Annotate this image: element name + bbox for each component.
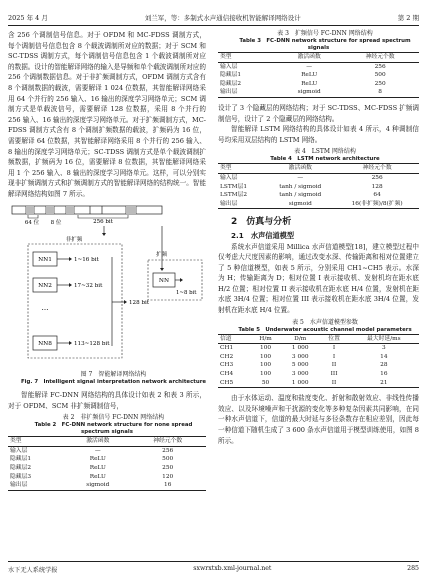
table-cell: 21 xyxy=(349,379,419,388)
table2-caption-cn: 表 2 非扩频信号 FC-DNN 网络结构 xyxy=(62,414,165,422)
table3-header: 神经元个数 xyxy=(341,53,419,63)
footer-journal: 水下无人系统学报 xyxy=(8,567,58,574)
fig7-caption-en: Fig. 7 Intelligent signal interpretation network architecture xyxy=(21,379,207,386)
table-cell: 5 000 xyxy=(291,362,309,369)
table-cell: CH5 xyxy=(218,379,250,388)
table-cell: 256 xyxy=(374,63,386,70)
pilot-cell xyxy=(66,206,74,214)
table-cell: 120 xyxy=(162,473,174,480)
table3-header: 类型 xyxy=(218,53,277,63)
table-cell: I xyxy=(332,353,336,360)
table-cell: II xyxy=(319,379,348,388)
table-cell: ReLU xyxy=(89,456,106,463)
table2-header: 神经元个数 xyxy=(129,437,206,447)
nn-block-8-bits: 113~128 bit xyxy=(74,340,110,347)
table-cell: 100 xyxy=(260,362,272,369)
table-cell: III xyxy=(330,371,338,378)
right-paragraph-2: 智能解译 LSTM 网络结构的具体设计如表 4 所示，4 种调制信号均采用双层结构的 LSTM 网络。 xyxy=(218,125,419,144)
page-header xyxy=(8,10,419,24)
table-row xyxy=(218,173,419,182)
table-cell: 输出层 xyxy=(218,200,265,209)
nn-ellipsis: … xyxy=(41,303,49,312)
table4-header: 激活函数 xyxy=(265,164,335,174)
left-paragraph-2: 智能解译 FC-DNN 网络结构的具体设计如表 2 和表 3 所示，对于 OFDM、SCM 非扩频调制信号， xyxy=(8,391,206,410)
table-cell: 16 xyxy=(380,371,388,378)
table-cell: 输入层 xyxy=(10,447,28,454)
network-diagram xyxy=(8,202,206,368)
table-cell: 8 xyxy=(341,88,419,97)
table-cell: 输入层 xyxy=(220,174,238,181)
table-cell: 隐藏层2 xyxy=(10,465,32,472)
tape-label-64: 64 位 xyxy=(24,219,40,226)
table5-caption-cn: 表 5 水声信道模型参数 xyxy=(292,318,358,326)
table-cell: ReLU xyxy=(301,72,318,79)
table2-header: 激活函数 xyxy=(66,437,129,447)
pilot-cell xyxy=(126,206,136,214)
table5-header: D/m xyxy=(281,334,320,344)
table5-header: H/m xyxy=(250,334,281,344)
table-cell: 128 xyxy=(371,183,383,190)
table-cell: 1 000 xyxy=(291,345,309,352)
table-row xyxy=(8,464,206,473)
header-title: 刘兰军，等：多制式水声通信接收机智能解译网络设计 xyxy=(144,13,301,22)
figure-7 xyxy=(8,202,206,372)
table-cell: 64 xyxy=(373,192,381,199)
table-cell: 500 xyxy=(162,456,174,463)
table-cell: 隐藏层1 xyxy=(10,456,32,463)
table-cell: 100 xyxy=(260,345,272,352)
table-cell: LSTM层1 xyxy=(220,183,248,190)
table-4 xyxy=(218,163,419,209)
table-cell: 250 xyxy=(374,80,386,87)
table-cell: 16(非扩频)/8(扩频) xyxy=(335,200,419,209)
table-cell: ReLU xyxy=(301,80,318,87)
table-row xyxy=(218,183,419,192)
table-cell: I xyxy=(332,345,336,352)
fig7-caption-cn: 图 7 智能解译网络结构 xyxy=(80,371,147,379)
table-cell: ReLU xyxy=(89,473,106,480)
table-row xyxy=(218,71,419,80)
table-cell: CH3 xyxy=(220,362,234,369)
table4-caption-cn: 表 4 LSTM 网络结构 xyxy=(294,148,356,156)
header-rule xyxy=(8,25,419,26)
nonspread-label: 非扩频 xyxy=(65,236,83,243)
table4-header: 神经元个数 xyxy=(335,164,419,174)
table-cell: 输入层 xyxy=(220,63,238,70)
table-5 xyxy=(218,334,419,389)
brace xyxy=(28,215,38,218)
table3-header: 激活函数 xyxy=(277,53,341,63)
table-cell: 3 xyxy=(381,345,386,352)
table-row xyxy=(218,370,419,379)
header-issue: 第 2 期 xyxy=(397,13,419,22)
nn-block-spread-bits: 1~8 bit xyxy=(176,289,197,296)
table-cell: 50 xyxy=(250,379,281,388)
section-heading: 2 仿真与分析 xyxy=(231,217,292,228)
table-cell: 3 000 xyxy=(291,353,309,360)
table2-caption-en: Table 2 FC-DNN network structure for none spread spectrum signals xyxy=(34,422,193,436)
table-cell: 100 xyxy=(260,353,272,360)
header-date: 2025 年 4 月 xyxy=(8,13,48,22)
table5-caption-en: Table 5 Underwater acoustic channel model parameters xyxy=(238,326,412,333)
table-row xyxy=(8,473,206,482)
table-row xyxy=(218,88,419,97)
table-row xyxy=(218,80,419,89)
output-128-label: 128 bit xyxy=(129,299,150,306)
table5-header: 最大时延/ms xyxy=(349,334,419,344)
footer-url: sxwrxtxb.xml-journal.net xyxy=(193,565,272,572)
page-number: 285 xyxy=(407,565,419,572)
table-cell: 16 xyxy=(129,481,206,490)
table-cell: 3 000 xyxy=(291,371,309,378)
table-cell: 500 xyxy=(374,72,386,79)
brace xyxy=(78,215,128,218)
table-cell: 100 xyxy=(260,371,272,378)
table-cell: sigmoid xyxy=(277,88,341,97)
table4-caption-en: Table 4 LSTM network architecture xyxy=(270,156,380,163)
table-row xyxy=(8,446,206,455)
table-row xyxy=(8,455,206,464)
table-cell: LSTM层2 xyxy=(220,192,248,199)
right-paragraph-4: 由于水体运动、温度和盐度变化、折射和散射效应、非线性传播效应、以及环境噪声和干扰源的变化等多种复杂因素共同影响，在同一种水声信道下，信道的最大时延与多径条数存在相应差别，因此每一种信道下随机生成了 3 600 条水声信道用于模型训练使用，如图 8 所示。 xyxy=(218,394,419,445)
table-cell: 输出层 xyxy=(8,481,66,490)
left-column xyxy=(8,30,206,491)
table-row xyxy=(218,379,419,388)
table-cell: sigmoid xyxy=(66,481,129,490)
table2-header: 类型 xyxy=(8,437,66,447)
nn-block-2-label: NN2 xyxy=(38,282,52,289)
table-row xyxy=(8,481,206,490)
table-row xyxy=(218,62,419,71)
table-cell: — xyxy=(297,174,304,181)
table-row xyxy=(218,191,419,200)
page-footer xyxy=(8,565,419,574)
table-cell: 1 000 xyxy=(281,379,320,388)
right-paragraph-3: 系统水声信道采用 Millica 水声信道模型[18]，建立模型过程中仅考虑大尺度因素的影响，通过改变水深、传输距离和相对位置建立了 5 种信道模型，如表 5 所示，分别采用 CH1~CH5 表示。水深为 H；传输距离为 D；相对位置 I 表示接收机、发射机均在距水底 H/2 位置；相对位置 II 表示接收机在距水底 H/4 位置，发射机在距水底 3H/4 位置；相对位置 III 表示接收机在距水底 3H/4 位置，发射机在距水底 H/4 位置。 xyxy=(218,242,419,315)
table-cell: 28 xyxy=(380,362,388,369)
nn-block-2-bits: 17~32 bit xyxy=(74,282,103,289)
table-cell: 隐藏层2 xyxy=(220,80,242,87)
table-cell: CH2 xyxy=(220,353,234,360)
table-row xyxy=(218,200,419,209)
tape-label-8: 8 位 xyxy=(50,219,62,226)
table-cell: — xyxy=(94,447,101,454)
input-tape xyxy=(12,206,162,214)
table-cell: 隐藏层1 xyxy=(220,72,242,79)
left-paragraph-1: 含 256 个调制信号信息。对于 OFDM 和 MC-FDSS 调制方式，每个调制信号信息包含 8 个载波调制所对应的数据；对于 SCM 和 SC-TDSS 调制方式，每个调制信号信息包含 1 个载波调制所对应的数据。设计的智能解译网络的输入是导频和单个载波调制所对应的 256 个调制数据信息。对于非扩频调制方式，OFDM 调制方式含有 8 个调制数据的载波，需要解译 1 024 位数据，其智能解译网络采用 64 个并行的 256 输入、16 输出的深度学习网络单元；SCM 调制方式是单载波信号，需要解译 128 位数据，采用 8 个并行的 256 输入、16 输出的深度学习网络单元。对于扩频调制方式，MC-FDSS 调制方式含有 8 个调制扩频数据的载波，扩频码为 16 位，需要解译 64 位数据，其智能解译网络采用 8 个并行的 256 输入、8 输出的深度学习网络单元；SC-TDSS 调制方式是单个载波调制扩频数据，扩频码为 16 位，需要解译 8 位数据，其智能解译网络采用 1 个 256 输入、8 输出的深度学习网络单元。这样，可以分别实现非扩频调制方式和扩频调制方式的智能解译网络的结构统一。智能解译网络结构如图 7 所示。 xyxy=(8,31,206,198)
arrowhead xyxy=(102,233,106,236)
table-cell: — xyxy=(306,63,313,70)
table-cell: 14 xyxy=(380,353,388,360)
table-cell: CH1 xyxy=(220,345,234,352)
pilot-cell xyxy=(46,206,54,214)
table4-header: 类型 xyxy=(218,164,265,174)
nn-block-8-label: NN8 xyxy=(38,340,52,347)
table-cell: 256 xyxy=(371,174,383,181)
table-cell: 256 xyxy=(162,447,174,454)
table-cell: 隐藏层3 xyxy=(10,473,32,480)
subsection-heading: 2.1 水声信道模型 xyxy=(231,230,295,240)
nn-block-1-bits: 1~16 bit xyxy=(74,256,99,263)
table-row xyxy=(218,361,419,370)
table-cell: tanh / sigmoid xyxy=(279,183,322,190)
nn-block-1-label: NN1 xyxy=(38,256,52,263)
table-row xyxy=(218,344,419,353)
right-column xyxy=(218,30,419,446)
table5-header: 位置 xyxy=(319,334,348,344)
pilot-cell xyxy=(26,206,34,214)
table-cell: II xyxy=(331,362,337,369)
table-2 xyxy=(8,436,206,491)
table-cell: 输出层 xyxy=(218,88,277,97)
table3-caption-en: Table 3 FC-DNN network structure for spread spectrum signals xyxy=(239,38,411,51)
footer-rule xyxy=(8,561,419,562)
spread-label: 扩频 xyxy=(156,251,168,258)
tape-label-256: 256 bit xyxy=(93,218,113,225)
right-paragraph-1: 设计了 3 个隐藏层的网络结构；对于 SC-TDSS、MC-FDSS 扩频调制信号，设计了 2 个隐藏层的网络结构。 xyxy=(218,103,419,123)
table-cell: tanh / sigmoid xyxy=(279,192,322,199)
table-3 xyxy=(218,52,419,98)
table-cell: ReLU xyxy=(89,465,106,472)
table3-caption-cn: 表 3 扩频信号 FC-DNN 网络结构 xyxy=(277,30,373,37)
table-row xyxy=(218,353,419,362)
table5-header: 信道 xyxy=(218,334,250,344)
nn-block-spread-label: NN xyxy=(158,277,170,284)
table-cell: sigmoid xyxy=(265,200,335,209)
table-cell: 250 xyxy=(162,465,174,472)
table-cell: CH4 xyxy=(220,371,234,378)
